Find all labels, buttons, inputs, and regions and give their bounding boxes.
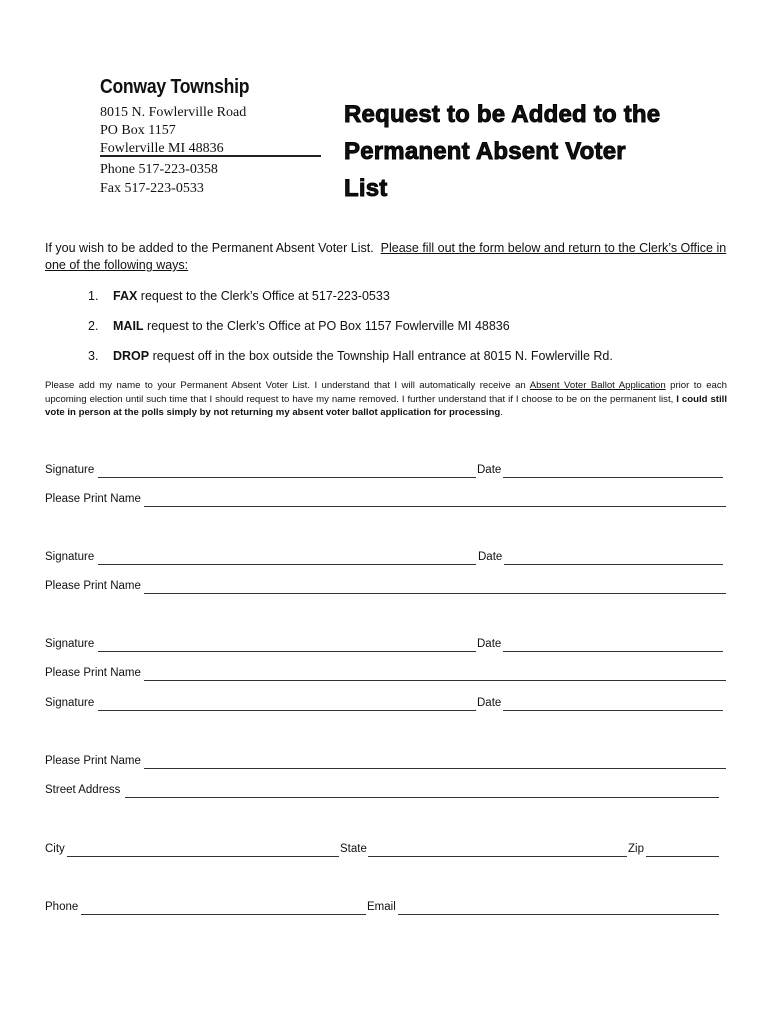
email-input-line[interactable]: [398, 914, 719, 915]
intro-instructions: Please fill out the form below and return to the Clerk’s Office in one of the following ways:: [45, 241, 727, 272]
date-input-line[interactable]: [503, 651, 723, 652]
address-po-box: PO Box 1157: [100, 123, 176, 138]
zip-input-line[interactable]: [646, 856, 719, 857]
state-label: State: [340, 843, 367, 855]
signature-label: Signature: [45, 464, 95, 476]
print-name-row: [45, 493, 727, 511]
street-address-row: [45, 784, 720, 802]
signature-label: Signature: [45, 697, 95, 709]
print-name-input-line[interactable]: [144, 768, 726, 769]
date-label: Date: [478, 551, 503, 563]
address-street: 8015 N. Fowlerville Road: [100, 105, 247, 120]
print-name-row: [45, 667, 727, 685]
signature-row: [45, 551, 725, 569]
step-text: request off in the box outside the Township Hall entrance at 8015 N. Fowlerville Rd.: [149, 349, 613, 363]
organization-name: Conway Township: [100, 76, 250, 98]
step-text: request to the Clerk’s Office at PO Box 1157 Fowlerville MI 48836: [143, 319, 510, 333]
title-line-3: List: [344, 175, 388, 202]
date-label: Date: [477, 638, 502, 650]
print-name-label: Please Print Name: [45, 580, 141, 592]
city-state-zip-row: [45, 843, 720, 861]
print-name-input-line[interactable]: [144, 593, 726, 594]
consent-period: .: [500, 407, 503, 419]
signature-input-line[interactable]: [98, 710, 476, 711]
state-input-line[interactable]: [368, 856, 627, 857]
absent-voter-ballot-application-link: Absent Voter Ballot Application: [529, 380, 666, 391]
consent-statement: [45, 379, 727, 420]
date-input-line[interactable]: [504, 564, 723, 565]
print-name-label: Please Print Name: [45, 755, 141, 767]
intro-lead: If you wish to be added to the Permanent Absent Voter List.: [45, 241, 374, 255]
phone-input-line[interactable]: [81, 914, 366, 915]
signature-label: Signature: [45, 638, 95, 650]
address-divider: [100, 155, 321, 157]
city-label: City: [45, 843, 65, 855]
print-name-row: [45, 755, 727, 773]
phone-label: Phone: [45, 901, 79, 913]
signature-input-line[interactable]: [98, 477, 476, 478]
print-name-label: Please Print Name: [45, 493, 141, 505]
step-text: request to the Clerk’s Office at 517-223-0533: [137, 289, 390, 303]
signature-label: Signature: [45, 551, 95, 563]
date-input-line[interactable]: [503, 710, 723, 711]
signature-input-line[interactable]: [98, 564, 476, 565]
address-fax: Fax 517-223-0533: [100, 181, 204, 196]
step-method: MAIL: [113, 319, 144, 333]
signature-row: [45, 697, 725, 715]
zip-label: Zip: [628, 843, 644, 855]
date-label: Date: [477, 464, 502, 476]
city-input-line[interactable]: [67, 856, 339, 857]
email-label: Email: [367, 901, 396, 913]
print-name-label: Please Print Name: [45, 667, 141, 679]
title-line-2: Permanent Absent Voter: [344, 138, 626, 165]
step-number: 1.: [88, 289, 99, 303]
step-number: 2.: [88, 319, 99, 333]
signature-row: [45, 638, 725, 656]
date-label: Date: [477, 697, 502, 709]
consent-text: Please add my name to your Permanent Absent Voter List. I understand that I will automatically receive an: [45, 380, 530, 391]
submission-step: [88, 349, 613, 363]
address-city: Fowlerville MI 48836: [100, 141, 224, 156]
intro-paragraph: [45, 240, 735, 274]
step-number: 3.: [88, 349, 99, 363]
date-input-line[interactable]: [503, 477, 723, 478]
consent-text-continued: prior to each upcoming election until such time that I should request to have my name removed. I further understand that if I choose to be on the permanent list,: [45, 380, 728, 405]
print-name-row: [45, 580, 727, 598]
signature-input-line[interactable]: [98, 651, 476, 652]
print-name-input-line[interactable]: [144, 506, 726, 507]
step-method: DROP: [113, 349, 150, 363]
print-name-input-line[interactable]: [144, 680, 726, 681]
title-line-1: Request to be Added to the: [344, 101, 661, 128]
signature-row: [45, 464, 725, 482]
phone-email-row: [45, 901, 720, 919]
street-address-label: Street Address: [45, 784, 121, 796]
submission-step: [88, 289, 390, 303]
step-method: FAX: [113, 289, 138, 303]
document-title: [344, 96, 660, 207]
address-phone: Phone 517-223-0358: [100, 162, 218, 177]
submission-step: [88, 319, 510, 333]
consent-bold-clause: I could still vote in person at the polls simply by not returning my absent voter ballot application for processing: [45, 393, 727, 419]
street-address-input-line[interactable]: [125, 797, 719, 798]
